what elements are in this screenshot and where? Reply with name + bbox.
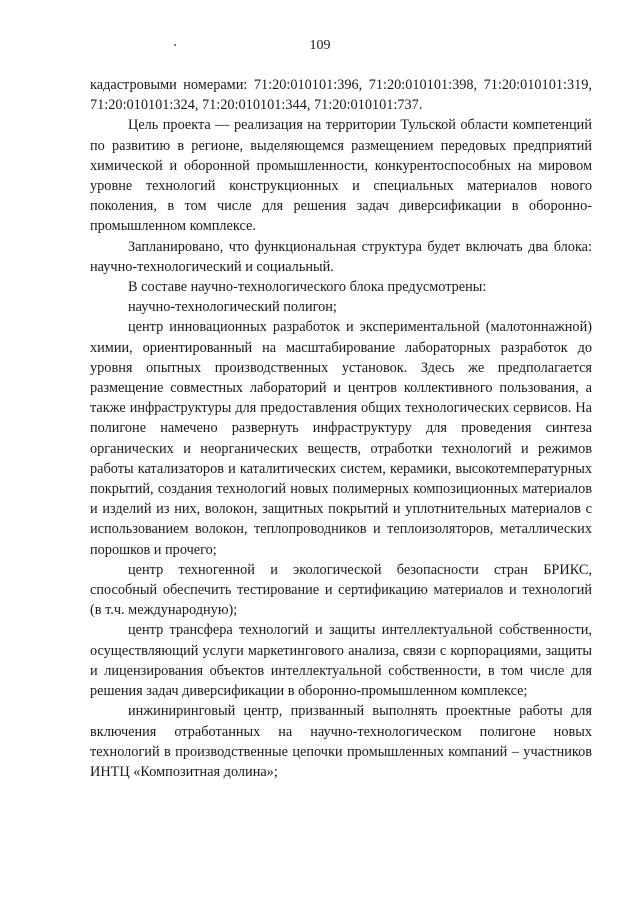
body-text (90, 75, 592, 782)
list-item-engineering-center: инжиниринговый центр, призванный выполнять проектные работы для включения отработанных на научно-технологическом полигоне новых технологий в производственные цепочки промышленных компаний – участников ИНТЦ «Композитная долина»; (90, 703, 592, 780)
page-number: 109 (309, 38, 331, 53)
list-item-transfer-center: центр трансфера технологий и защиты интеллектуальной собственности, осуществляющий услуги маркетингового анализа, связи с корпорациями, защиты и лицензирования объектов интеллектуальной собственности, в том числе для решения задач диверсификации в оборонно-промышленном комплексе; (90, 622, 592, 700)
list-item-safety-center: центр техногенной и экологической безопасности стран БРИКС, способный обеспечить тестирование и сертификацию материалов и технологий (в т.ч. международную); (90, 561, 592, 619)
paragraph-functional-structure: Запланировано, что функциональная структура будет включать два блока: научно-технологический и социальный. (90, 238, 592, 275)
list-item-polygon: научно-технологический полигон; (128, 299, 337, 316)
scan-speck (174, 44, 176, 46)
paragraph-project-goal: Цель проекта — реализация на территории Тульской области компетенций по развитию в регионе, выделяющемся размещением передовых предприятий химической и оборонной промышленности, конкурентоспособных на мировом уровне технологий конструкционных и специальных материалов нового поколения, в том числе для решения задач диверсификации в оборонно-промышленном комплексе. (90, 117, 592, 235)
list-item-innovation-center: центр инновационных разработок и экспериментальной (малотоннажной) химии, ориентированный на масштабирование лабораторных разработок до уровня опытных производственных установок. Здесь же предполагается размещение совместных лабораторий и центров коллективного пользования, а также инфраструктуры для предоставления общих технологических сервисов. На полигоне намечено развернуть инфраструктуру для проведения синтеза органических и неорганических веществ, отработки технологий и режимов работы катализаторов и каталитических систем, керамики, высокотемпературных покрытий, создания технологий новых полимерных композиционных материалов и изделий из них, волокон, защитных покрытий и уплотнительных материалов с использованием волокон, теплопроводников и теплоизоляторов, металлических порошков и прочего; (90, 319, 592, 558)
paragraph-block-composition: В составе научно-технологического блока предусмотрены: (128, 279, 487, 296)
paragraph-cadastral-numbers: кадастровыми номерами: 71:20:010101:396, 71:20:010101:398, 71:20:010101:319, 71:20:010101:324, 71:20:010101:344, 71:20:010101:737. (90, 77, 592, 114)
